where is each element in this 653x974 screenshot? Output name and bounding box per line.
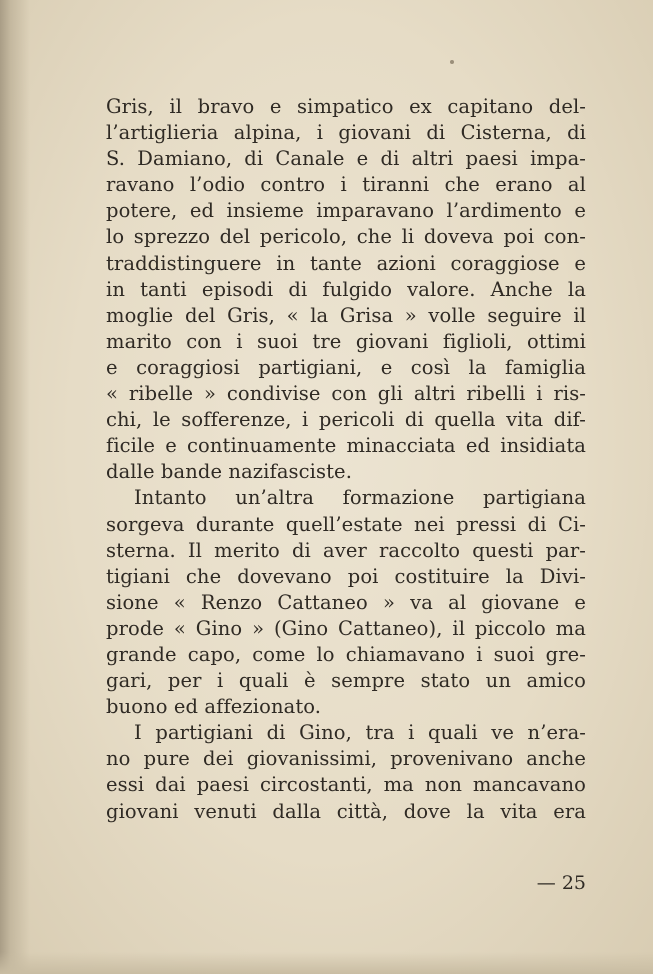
text-line: gari, per i quali è sempre stato un amico <box>106 669 586 693</box>
text-line: l’artiglieria alpina, i giovani di Cisterna, di <box>106 121 586 145</box>
text-line: prode « Gino » (Gino Cattaneo), il piccolo ma <box>106 616 586 640</box>
text-line: Gris, il bravo e simpatico ex capitano del- <box>106 95 586 118</box>
text-line: buono ed affezionato. <box>106 695 322 719</box>
text-line: potere, ed insieme imparavano l’ardimento e <box>106 199 586 223</box>
text-line: lo sprezzo del pericolo, che li doveva poi con- <box>106 225 586 249</box>
text-line: e coraggiosi partigiani, e così la famiglia <box>106 355 586 379</box>
text-line: dalle bande nazifasciste. <box>106 460 352 484</box>
text-line: « ribelle » condivise con gli altri ribelli i ris- <box>106 382 586 406</box>
page-number: — 25 <box>536 872 586 894</box>
text-line: tigiani che dovevano poi costituire la Divi- <box>106 564 586 588</box>
page-bottom-edge <box>0 952 653 974</box>
text-line: Intanto un’altra formazione partigiana <box>134 486 586 510</box>
text-line: traddistinguere in tante azioni coraggiose e <box>106 251 586 275</box>
text-line: sione « Renzo Cattaneo » va al giovane e <box>106 590 586 614</box>
text-line: sterna. Il merito di aver raccolto questi par- <box>106 538 586 562</box>
text-line: no pure dei giovanissimi, provenivano anche <box>106 747 586 771</box>
text-line: chi, le sofferenze, i pericoli di quella vita dif- <box>106 408 586 432</box>
text-line: I partigiani di Gino, tra i quali ve n’era- <box>134 721 586 745</box>
text-line: essi dai paesi circostanti, ma non mancavano <box>106 773 586 797</box>
spine-shadow <box>0 0 30 974</box>
text-line: in tanti episodi di fulgido valore. Anche la <box>106 277 586 301</box>
text-line: ravano l’odio contro i tiranni che erano al <box>106 173 586 197</box>
text-line: marito con i suoi tre giovani figlioli, ottimi <box>106 329 586 353</box>
text-line: S. Damiano, di Canale e di altri paesi impa- <box>106 147 586 171</box>
text-line: grande capo, come lo chiamavano i suoi gre- <box>106 642 586 666</box>
text-line: ficile e continuamente minacciata ed insidiata <box>106 434 586 458</box>
paper-speck <box>450 60 454 64</box>
text-line: moglie del Gris, « la Grisa » volle seguire il <box>106 303 586 327</box>
text-line: giovani venuti dalla città, dove la vita era <box>106 799 586 823</box>
text-line: sorgeva durante quell’estate nei pressi di Ci- <box>106 512 586 536</box>
body-text <box>106 94 586 825</box>
